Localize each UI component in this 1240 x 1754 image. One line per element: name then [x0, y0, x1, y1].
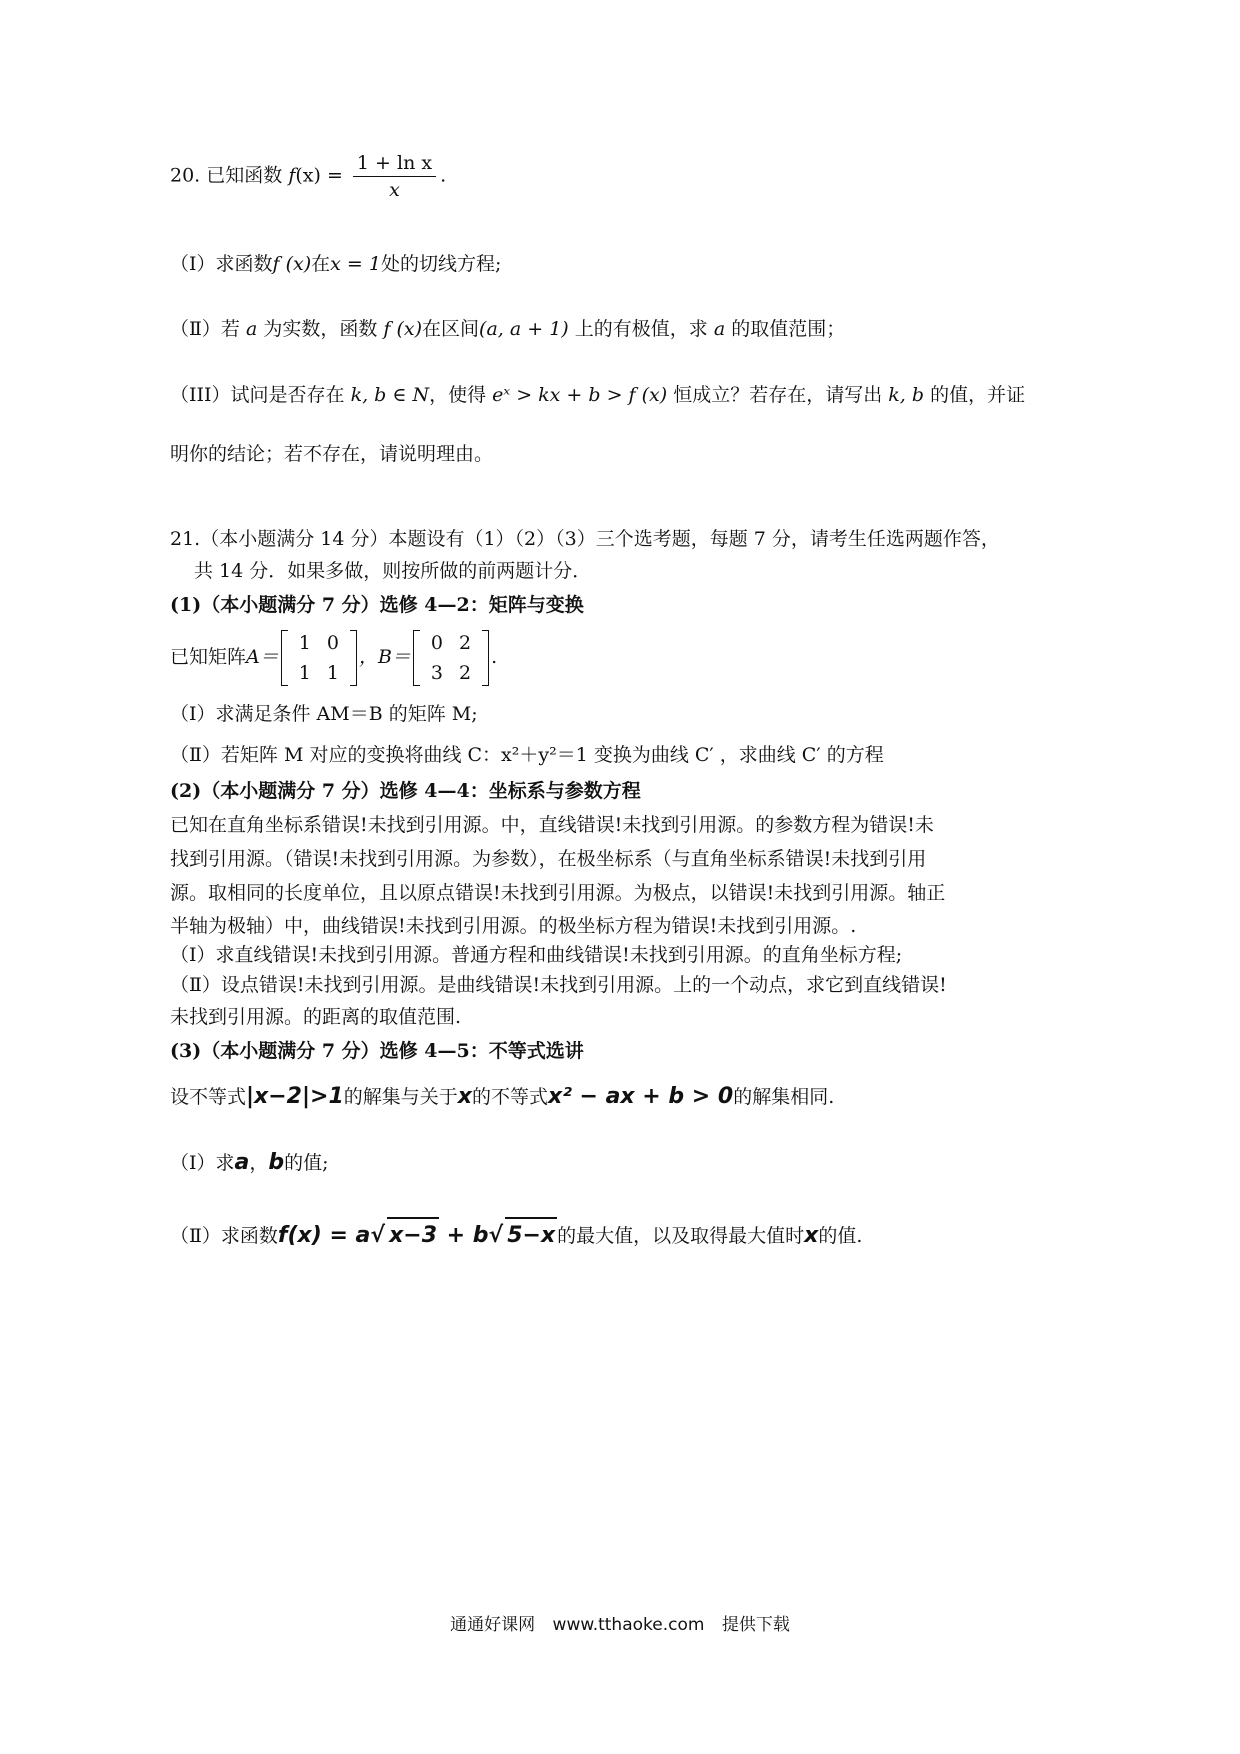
q21-s1-part2: （Ⅱ）若矩阵 M 对应的变换将曲线 C：x²＋y²＝1 变换为曲线 C′ ，求曲线 C′ 的方程 [170, 744, 884, 766]
q20-part3-line2: 明你的结论；若不存在，请说明理由。 [170, 443, 494, 465]
q21-s1-b-label: ，B＝ [358, 646, 411, 668]
page-footer [0, 1610, 1240, 1635]
q21-s2-part2a: （Ⅱ）设点错误!未找到引用源。是曲线错误!未找到引用源。上的一个动点，求它到直线错误! [170, 974, 947, 996]
q21-s3-p2-radicand1: x−3 [387, 1217, 439, 1253]
q21-s3-p2-label: （Ⅱ）求函数 [170, 1225, 278, 1247]
q20-p2-var: a [245, 318, 258, 340]
q21-s3-p1-text: 的值; [284, 1152, 329, 1174]
matrix-a-cell: 0 [326, 632, 339, 654]
q20-p1-func: f (x) [272, 253, 312, 275]
q21-s1-part1: （Ⅰ）求满足条件 AM＝B 的矩阵 M; [170, 703, 478, 725]
q21-s3-p2-radicand2: 5−x [505, 1217, 557, 1253]
q21-intro-line1: 21.（本小题满分 14 分）本题设有（1）（2）（3）三个选考题，每题 7 分，请考生任选两题作答， [170, 528, 1000, 550]
q21-intro-line2: 共 14 分．如果多做，则按所做的前两题计分． [194, 560, 592, 582]
q21-s1-a-label: A＝ [246, 646, 279, 668]
q20-p2-var2: a [713, 318, 726, 340]
q21-s3-text2: 的解集与关于 [343, 1086, 458, 1108]
matrix-a-cell: 1 [298, 632, 311, 654]
q21-s2-part2b: 未找到引用源。的距离的取值范围. [170, 1006, 462, 1028]
q20-p2-text3: 上的有极值，求 [574, 318, 708, 340]
q21-s2-line4: 半轴为极轴）中，曲线错误!未找到引用源。的极坐标方程为错误!未找到引用源。. [170, 915, 857, 937]
q20-part3 [170, 378, 1080, 412]
q20-p2-func: f (x) [383, 318, 423, 340]
footer-url: www.tthaoke.com [552, 1615, 705, 1635]
matrix-a-cell: 1 [298, 662, 311, 684]
q21-s3-p2-sqrt1: √ x−3 [370, 1223, 439, 1248]
q21-s3-part1 [170, 1146, 1080, 1180]
q20-p2-text: 为实数，函数 [263, 318, 378, 340]
q20-p3-kb2: k, b [888, 384, 925, 406]
q20-p2-interval: (a, a + 1) [479, 318, 569, 340]
q21-s3-abs-ineq: |x−2|>1 [246, 1084, 344, 1109]
q20-p3-text3: 的值，并证 [930, 384, 1026, 406]
q20-p1-text: 在 [311, 253, 331, 275]
q21-s2-line2: 找到引用源。（错误!未找到引用源。为参数），在极坐标系（与直角坐标系错误!未找到引用 [170, 848, 927, 870]
q20-fraction [353, 150, 436, 203]
q21-s3-p2-x: x [804, 1223, 819, 1248]
q21-s2-title: (2)（本小题满分 7 分）选修 4—4：坐标系与参数方程 [170, 780, 641, 802]
q21-s3-p2-plus-b: + b [439, 1223, 489, 1248]
q20-p3-kb: k, b ∈ N [350, 384, 430, 406]
footer-suffix: 提供下载 [721, 1615, 790, 1635]
q21-s3-quad-ineq: x² − ax + b > 0 [548, 1084, 734, 1109]
q21-s3-p1-b: b [268, 1150, 285, 1175]
q20-end: . [440, 164, 447, 187]
q21-s1-matrices [170, 622, 1080, 692]
q21-s3-part2 [170, 1217, 1080, 1253]
q20-fargs: (x) = [295, 164, 343, 187]
q21-s3-p2-text2: 的值. [818, 1225, 863, 1247]
q21-s1-end: . [491, 646, 498, 668]
q20-part1 [170, 247, 1080, 281]
matrix-b-cell: 3 [430, 662, 443, 684]
q20-p2-label: （Ⅱ）若 [170, 318, 240, 340]
matrix-b-cell: 2 [459, 662, 472, 684]
q20-p2-text2: 在区间 [422, 318, 480, 340]
matrix-b-cell: 2 [459, 632, 472, 654]
q21-s3-p2-sqrt2: √ 5−x [489, 1223, 558, 1248]
q21-s3-p2-func: f(x) = a [277, 1223, 371, 1248]
q21-s3-text: 设不等式 [170, 1086, 247, 1108]
footer-site-name: 通通好课网 [450, 1615, 536, 1635]
q21-s3-p1-a: a [234, 1150, 250, 1175]
q20-p1-label: （Ⅰ）求函数 [170, 253, 273, 275]
q20-p3-text: ，使得 [429, 384, 487, 406]
q21-s3-var-x: x [457, 1084, 472, 1109]
q21-s3-title: (3)（本小题满分 7 分）选修 4—5：不等式选讲 [170, 1040, 584, 1062]
matrix-b [413, 628, 489, 688]
matrix-a [281, 628, 357, 688]
q20-stem [170, 150, 1080, 203]
q20-fname: f [288, 164, 296, 187]
q21-s3-p1-label: （Ⅰ）求 [170, 1152, 235, 1174]
q21-s3-p1-sep: ， [249, 1152, 269, 1174]
q20-part2 [170, 312, 1080, 346]
q21-s3-text4: 的解集相同. [733, 1086, 835, 1108]
matrix-a-cell: 1 [326, 662, 339, 684]
q20-p1-text2: 处的切线方程; [380, 253, 502, 275]
q21-s3-p2-text: 的最大值，以及取得最大值时 [557, 1225, 805, 1247]
q21-s1-title: (1)（本小题满分 7 分）选修 4—2：矩阵与变换 [170, 594, 584, 616]
q20-p2-text4: 的取值范围； [731, 318, 846, 340]
q20-p3-label: （III）试问是否存在 [170, 384, 345, 406]
q21-s2-line3: 源。取相同的长度单位，且以原点错误!未找到引用源。为极点，以错误!未找到引用源。轴正 [170, 882, 946, 904]
matrix-b-cell: 0 [430, 632, 443, 654]
q21-s3-text3: 的不等式 [471, 1086, 548, 1108]
q21-s2-part1: （Ⅰ）求直线错误!未找到引用源。普通方程和曲线错误!未找到引用源。的直角坐标方程; [170, 944, 903, 966]
q21-s2-line1: 已知在直角坐标系错误!未找到引用源。中，直线错误!未找到引用源。的参数方程为错误!未 [170, 814, 934, 836]
q20-intro: 20. 已知函数 [170, 164, 283, 187]
q20-p1-x: x = 1 [330, 253, 381, 275]
q20-denominator: x [389, 179, 400, 201]
q20-p3-text2: 恒成立？若存在，请写出 [673, 384, 883, 406]
q20-numerator: 1 + ln x [353, 150, 436, 177]
q20-p3-inequality: eˣ > kx + b > f (x) [492, 384, 668, 406]
q21-s1-intro: 已知矩阵 [170, 646, 247, 668]
q21-s3-stem [170, 1080, 1080, 1114]
